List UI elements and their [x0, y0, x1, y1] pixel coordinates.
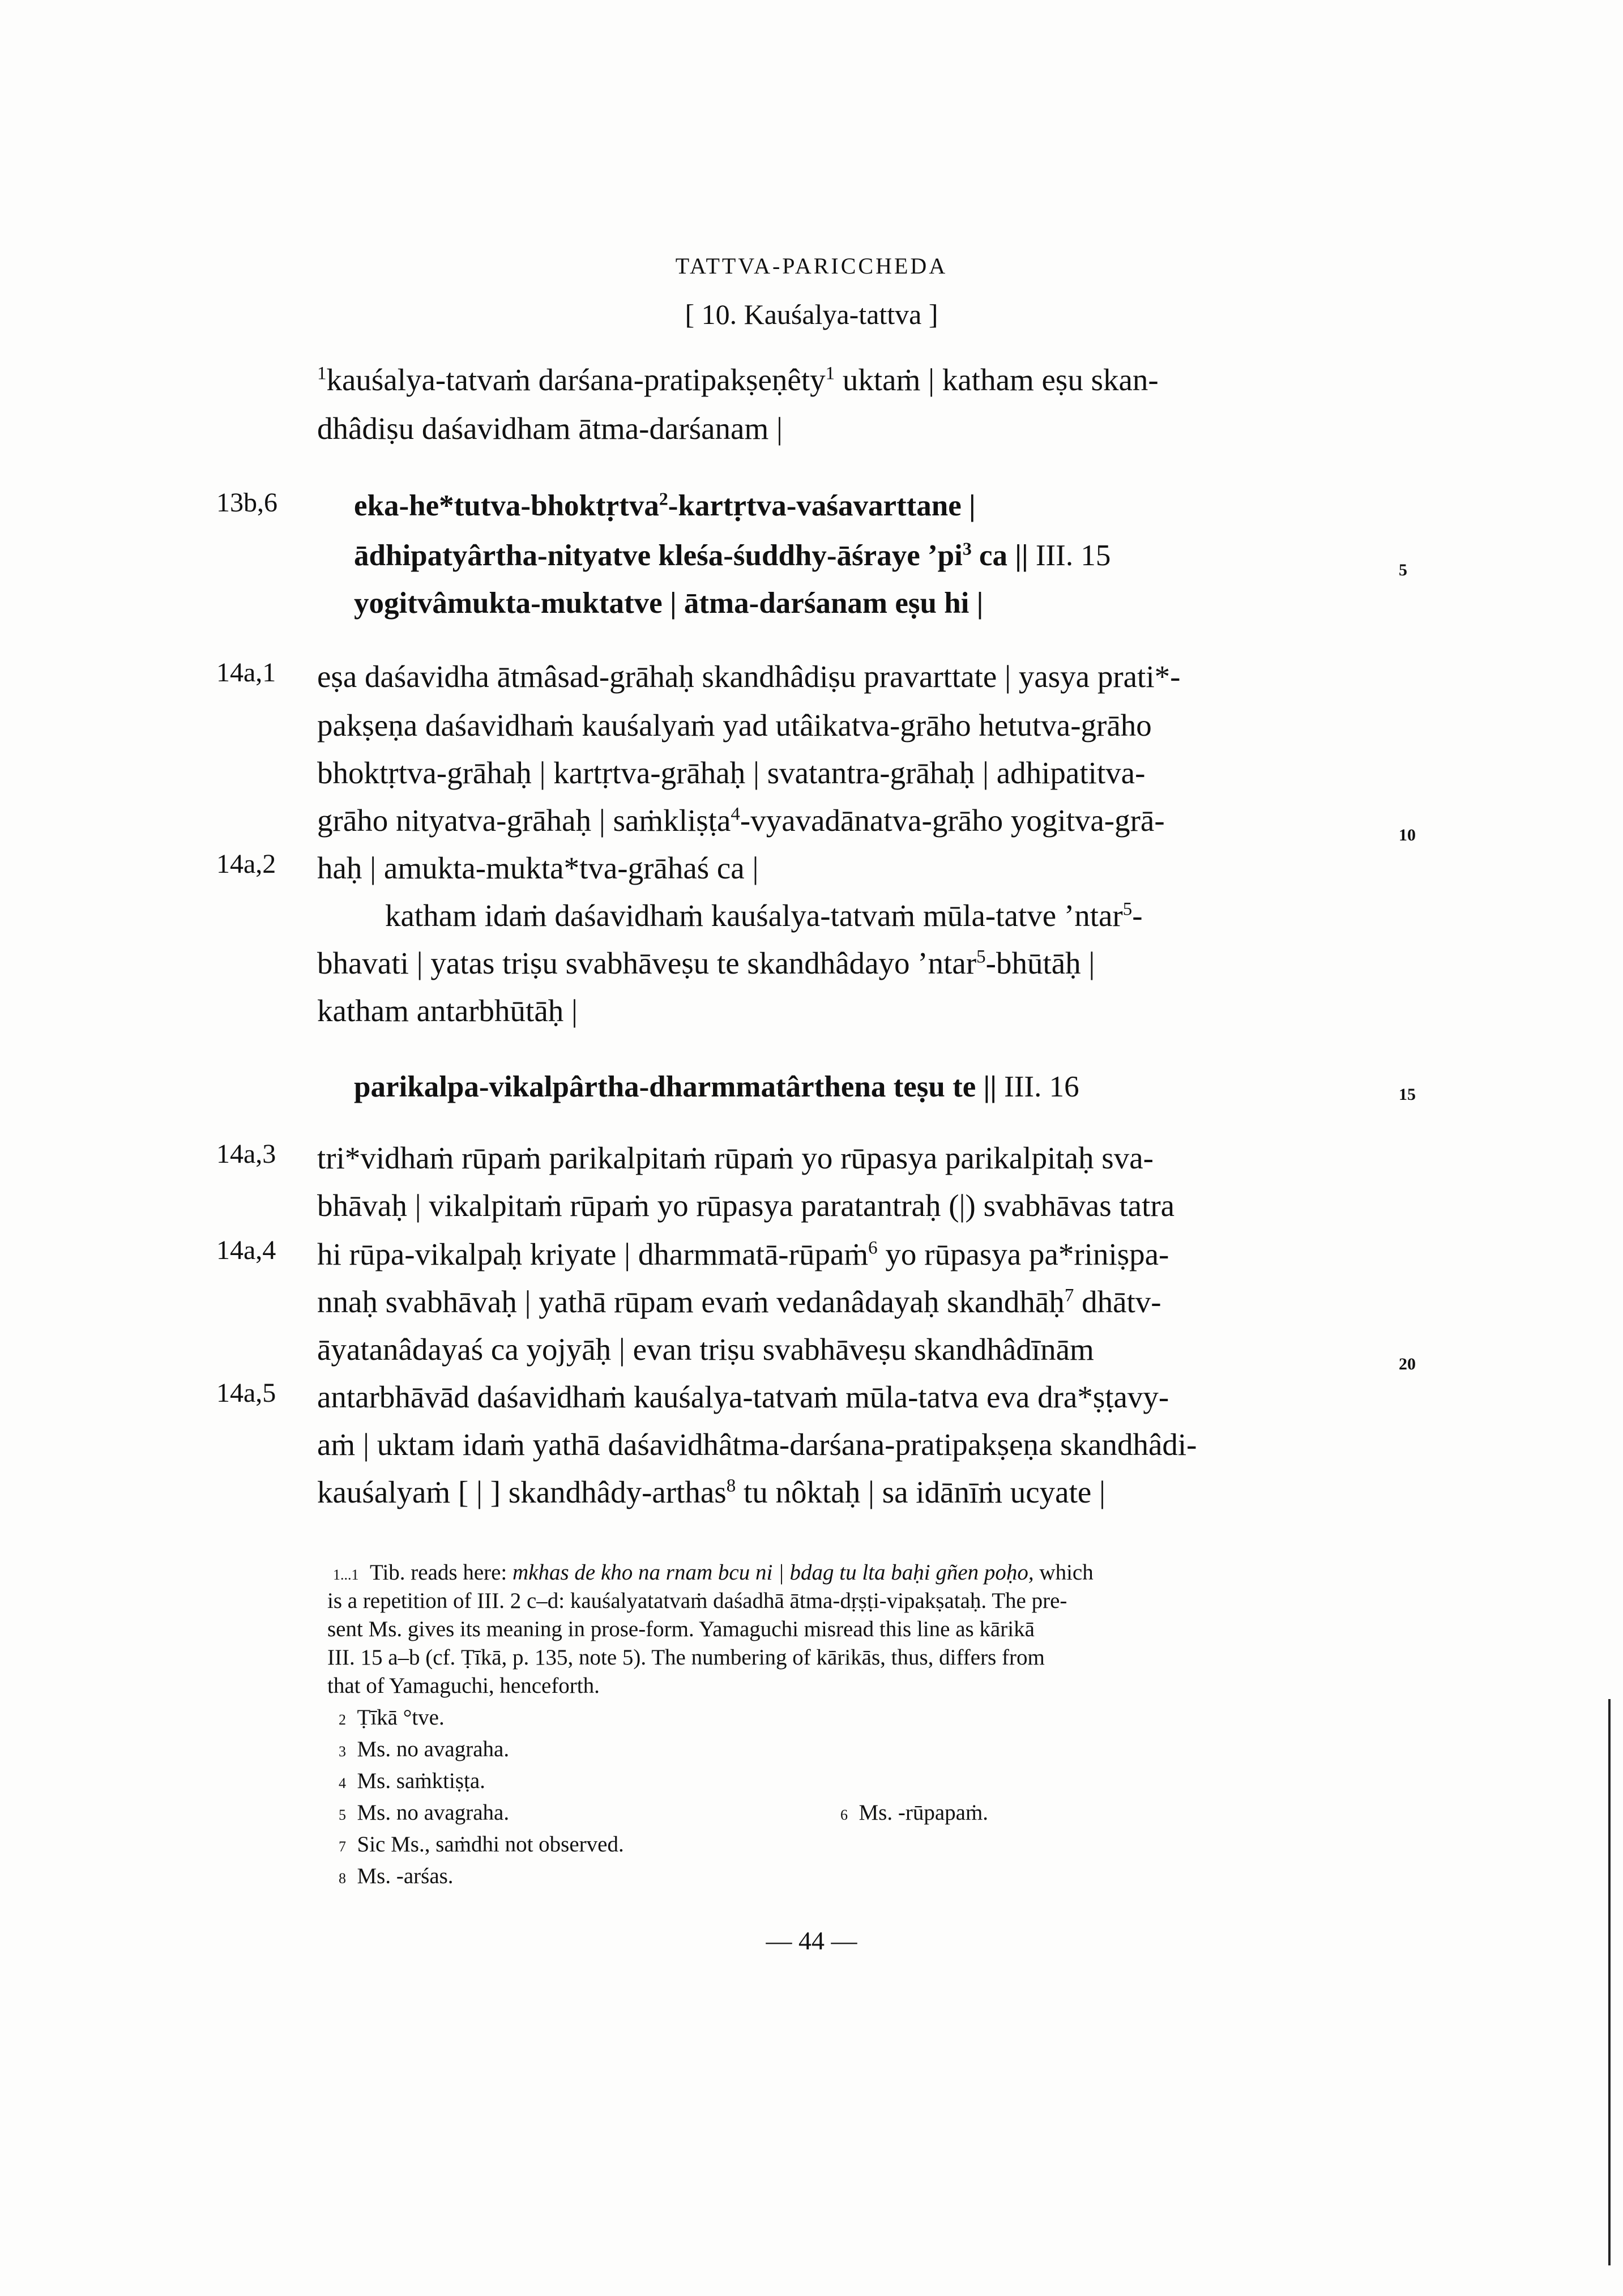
prose-line: grāho nityatva-grāhaḥ | saṁkliṣṭa$^4$-vyavadānatva-grāho yogitva-grā-	[317, 803, 1165, 838]
footnote: 6 Ms. -rūpapaṁ.	[840, 1800, 989, 1825]
footnote-line: III. 15 a–b (cf. Ṭīkā, p. 135, note 5). The numbering of kārikās, thus, differs from	[327, 1645, 1045, 1670]
footnote-line: sent Ms. gives its meaning in prose-form. Yamaguchi misread this line as kārikā	[327, 1617, 1035, 1641]
prose-line: nnaḥ svabhāvaḥ | yathā rūpam evaṁ vedanâdayaḥ skandhāḥ$^7$ dhātv-	[317, 1284, 1161, 1319]
prose-line: antarbhāvād daśavidhaṁ kauśalya-tatvaṁ mūla-tatva eva dra*ṣṭavy-	[317, 1380, 1169, 1414]
footnote-ref: 1	[825, 363, 835, 384]
manuscript-folio-ref: 13b,6	[216, 488, 277, 518]
footnote: 8 Ms. -arśas.	[339, 1864, 454, 1888]
manuscript-folio-ref: 14a,2	[216, 849, 276, 879]
manuscript-folio-ref: 14a,3	[216, 1139, 276, 1169]
footnote: 2 Ṭīkā °tve.	[339, 1705, 445, 1730]
manuscript-folio-ref: 14a,1	[216, 658, 276, 688]
footnote-ref: 5	[976, 946, 986, 967]
line-number: 15	[1399, 1085, 1416, 1104]
manuscript-folio-ref: 14a,5	[216, 1378, 276, 1408]
line-number: 20	[1399, 1355, 1416, 1373]
verse-line: eka-he*tutva-bhoktṛtva$^2$-kartṛtva-vaśavarttane |	[354, 489, 976, 522]
footnote: 7 Sic Ms., saṁdhi not observed.	[339, 1832, 624, 1857]
footnote-ref: 5	[1122, 899, 1133, 920]
footnote-ref: 1	[317, 363, 327, 384]
footnote: 3 Ms. no avagraha.	[339, 1737, 510, 1761]
line-number: 10	[1399, 826, 1416, 844]
prose-line: kauśalyaṁ [ | ] skandhâdy-arthas$^8$ tu nôktaḥ | sa idānīṁ ucyate |	[317, 1475, 1106, 1509]
prose-line: bhavati | yatas triṣu svabhāveṣu te skandhâdayo ’ntar$^5$-bhūtāḥ |	[317, 946, 1095, 980]
prose-line: tri*vidhaṁ rūpaṁ parikalpitaṁ rūpaṁ yo rūpasya parikalpitaḥ sva-	[317, 1141, 1154, 1175]
prose-line: bhāvaḥ | vikalpitaṁ rūpaṁ yo rūpasya paratantraḥ (|) svabhāvas tatra	[317, 1188, 1175, 1223]
tibetan-quote: mkhas de kho na rnam bcu ni | bdag tu lta baḥi gñen poḥo,	[512, 1560, 1034, 1585]
footnote-line: is a repetition of III. 2 c–d: kauśalyatatvaṁ daśadhā ātma-dṛṣṭi-vipakṣataḥ. The pre-	[327, 1589, 1067, 1613]
footnote-ref: 6	[868, 1237, 878, 1258]
prose-line: āyatanâdayaś ca yojyāḥ | evan triṣu svabhāveṣu skandhâdīnām	[317, 1332, 1094, 1367]
karika-number: III. 15	[1035, 539, 1111, 572]
line-number: 5	[1399, 561, 1407, 579]
footnote-ref: 3	[962, 539, 972, 559]
prose-line: haḥ | amukta-mukta*tva-grāhaś ca |	[317, 851, 759, 885]
section-title: [ 10. Kauśalya-tattva ]	[685, 298, 938, 330]
footnote-ref: 7	[1064, 1285, 1074, 1306]
prose-line: aṁ | uktam idaṁ yathā daśavidhâtma-darśana-pratipakṣeṇa skandhâdi-	[317, 1427, 1197, 1462]
page-number: — 44 —	[766, 1926, 857, 1955]
footnote-ref: 4	[731, 804, 740, 825]
running-head: TATTVA-PARICCHEDA	[675, 253, 948, 279]
footnote: 4 Ms. saṁktiṣṭa.	[339, 1769, 485, 1793]
footnote: 1...1 Tib. reads here: mkhas de kho na rnam bcu ni | bdag tu lta baḥi gñen poḥo, which	[333, 1560, 1094, 1585]
prose-line: hi rūpa-vikalpaḥ kriyate | dharmmatā-rūpaṁ$^6$ yo rūpasya pa*riniṣpa-	[317, 1237, 1169, 1271]
footnote: 5 Ms. no avagraha.	[339, 1800, 510, 1825]
verse-line: parikalpa-vikalpârtha-dharmmatârthena teṣu te || III. 16	[354, 1070, 1079, 1103]
footnote-line: that of Yamaguchi, henceforth.	[327, 1674, 600, 1698]
manuscript-folio-ref: 14a,4	[216, 1235, 276, 1265]
footnote-ref: 8	[726, 1475, 736, 1496]
intro-line: dhâdiṣu daśavidham ātma-darśanam |	[317, 411, 783, 446]
prose-line: pakṣeṇa daśavidhaṁ kauśalyaṁ yad utâikatva-grāho hetutva-grāho	[317, 708, 1152, 742]
footnote-ref: 2	[659, 489, 668, 509]
verse-line: yogitvâmukta-muktatve | ātma-darśanam eṣu hi |	[354, 587, 984, 620]
karika-number: III. 16	[1004, 1070, 1079, 1103]
prose-line: katham antarbhūtāḥ |	[317, 993, 578, 1028]
verse-line: ādhipatyârtha-nityatve kleśa-śuddhy-āśraye $’pi^3$ ca || III. 15	[354, 539, 1111, 572]
prose-line: bhoktṛtva-grāhaḥ | kartṛtva-grāhaḥ | svatantra-grāhaḥ | adhipatitva-	[317, 756, 1146, 790]
scan-edge-shadow	[1608, 1699, 1611, 2265]
prose-line: katham idaṁ daśavidhaṁ kauśalya-tatvaṁ mūla-tatve ’ntar$^5$-	[385, 898, 1143, 933]
prose-line: eṣa daśavidha ātmâsad-grāhaḥ skandhâdiṣu pravarttate | yasya prati*-	[317, 659, 1181, 694]
intro-line: $^1$kauśalya-tatvaṁ darśana-pratipakṣeṇêty$^1$ uktaṁ | katham eṣu skan-	[317, 362, 1159, 397]
